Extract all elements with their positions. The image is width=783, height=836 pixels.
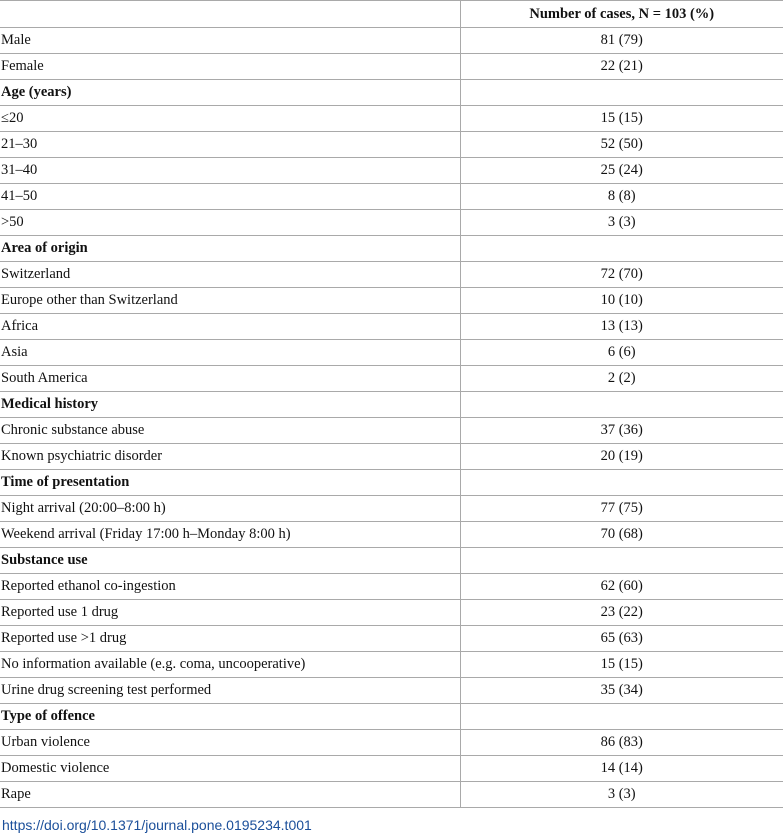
row-label-cell: No information available (e.g. coma, uncooperative) <box>0 652 460 678</box>
table-row <box>0 288 783 314</box>
table-row <box>0 444 783 470</box>
row-label-cell: Urban violence <box>0 730 460 756</box>
table-row <box>0 418 783 444</box>
section-header-row <box>0 548 783 574</box>
row-value-cell: 52 (50) <box>460 132 783 158</box>
table-row <box>0 314 783 340</box>
section-header-row <box>0 704 783 730</box>
row-value-cell: 13 (13) <box>460 314 783 340</box>
row-value-cell: 20 (19) <box>460 444 783 470</box>
header-label-cell <box>0 1 460 28</box>
row-value-cell <box>460 704 783 730</box>
doi-link[interactable]: https://doi.org/10.1371/journal.pone.0195234.t001 <box>2 817 312 833</box>
section-header-row <box>0 470 783 496</box>
section-label-cell: Substance use <box>0 548 460 574</box>
table-header-row <box>0 1 783 28</box>
row-value-cell: 23 (22) <box>460 600 783 626</box>
row-value-cell: 10 (10) <box>460 288 783 314</box>
section-label-cell: Type of offence <box>0 704 460 730</box>
row-label-cell: 31–40 <box>0 158 460 184</box>
row-label-cell: South America <box>0 366 460 392</box>
table-row <box>0 496 783 522</box>
table-row <box>0 158 783 184</box>
row-value-cell: 86 (83) <box>460 730 783 756</box>
table-row <box>0 756 783 782</box>
row-label-cell: Female <box>0 54 460 80</box>
table-row <box>0 184 783 210</box>
section-label-cell: Time of presentation <box>0 470 460 496</box>
table-row <box>0 340 783 366</box>
row-label-cell: Known psychiatric disorder <box>0 444 460 470</box>
row-value-cell: 6 (6) <box>460 340 783 366</box>
row-label-cell: 21–30 <box>0 132 460 158</box>
table-row <box>0 522 783 548</box>
row-value-cell: 3 (3) <box>460 210 783 236</box>
table-row <box>0 28 783 54</box>
table-body <box>0 28 783 808</box>
table-row <box>0 106 783 132</box>
row-value-cell <box>460 392 783 418</box>
row-value-cell <box>460 548 783 574</box>
section-header-row <box>0 236 783 262</box>
table-row <box>0 730 783 756</box>
row-value-cell: 2 (2) <box>460 366 783 392</box>
row-label-cell: 41–50 <box>0 184 460 210</box>
row-value-cell: 22 (21) <box>460 54 783 80</box>
row-label-cell: Rape <box>0 782 460 808</box>
row-value-cell: 77 (75) <box>460 496 783 522</box>
row-label-cell: Urine drug screening test performed <box>0 678 460 704</box>
row-label-cell: ≤20 <box>0 106 460 132</box>
section-header-row <box>0 80 783 106</box>
table-row <box>0 132 783 158</box>
row-label-cell: Reported use >1 drug <box>0 626 460 652</box>
section-label-cell: Area of origin <box>0 236 460 262</box>
row-value-cell: 15 (15) <box>460 652 783 678</box>
row-label-cell: Africa <box>0 314 460 340</box>
row-value-cell: 65 (63) <box>460 626 783 652</box>
table-row <box>0 600 783 626</box>
row-label-cell: Switzerland <box>0 262 460 288</box>
row-value-cell: 81 (79) <box>460 28 783 54</box>
row-label-cell: Domestic violence <box>0 756 460 782</box>
section-label-cell: Age (years) <box>0 80 460 106</box>
table-row <box>0 678 783 704</box>
table-row <box>0 574 783 600</box>
row-label-cell: Reported use 1 drug <box>0 600 460 626</box>
table-row <box>0 54 783 80</box>
section-label-cell: Medical history <box>0 392 460 418</box>
table-row <box>0 626 783 652</box>
row-label-cell: Asia <box>0 340 460 366</box>
row-value-cell: 35 (34) <box>460 678 783 704</box>
table-row <box>0 262 783 288</box>
row-value-cell: 62 (60) <box>460 574 783 600</box>
row-value-cell: 3 (3) <box>460 782 783 808</box>
row-value-cell: 37 (36) <box>460 418 783 444</box>
row-value-cell: 8 (8) <box>460 184 783 210</box>
row-label-cell: Night arrival (20:00–8:00 h) <box>0 496 460 522</box>
row-value-cell: 70 (68) <box>460 522 783 548</box>
table-row <box>0 782 783 808</box>
row-label-cell: Reported ethanol co-ingestion <box>0 574 460 600</box>
section-header-row <box>0 392 783 418</box>
row-label-cell: Chronic substance abuse <box>0 418 460 444</box>
table-row <box>0 652 783 678</box>
table-row <box>0 210 783 236</box>
row-value-cell: 25 (24) <box>460 158 783 184</box>
header-value-cell: Number of cases, N = 103 (%) <box>460 1 783 28</box>
table-row <box>0 366 783 392</box>
row-value-cell: 15 (15) <box>460 106 783 132</box>
row-label-cell: Europe other than Switzerland <box>0 288 460 314</box>
row-value-cell: 72 (70) <box>460 262 783 288</box>
row-value-cell: 14 (14) <box>460 756 783 782</box>
row-label-cell: >50 <box>0 210 460 236</box>
row-label-cell: Male <box>0 28 460 54</box>
row-value-cell <box>460 80 783 106</box>
row-label-cell: Weekend arrival (Friday 17:00 h–Monday 8:00 h) <box>0 522 460 548</box>
row-value-cell <box>460 470 783 496</box>
row-value-cell <box>460 236 783 262</box>
